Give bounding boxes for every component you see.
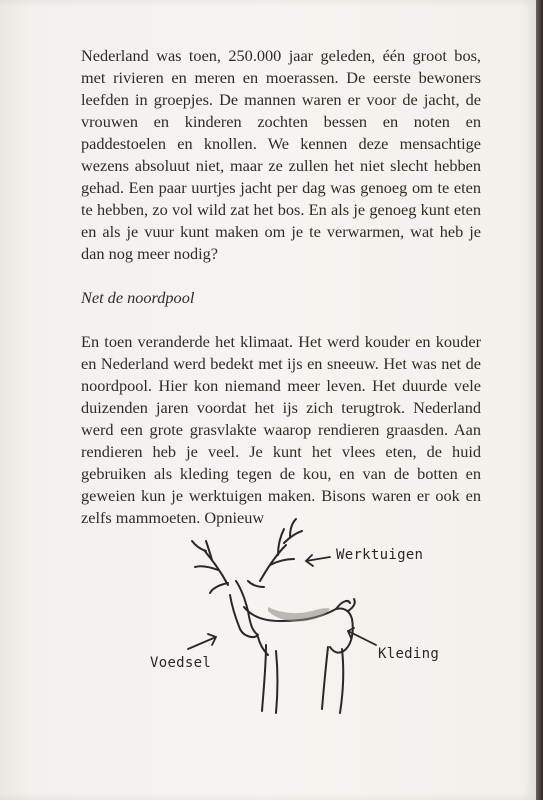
label-clothing: Kleding: [378, 646, 440, 662]
arrow-tools: [306, 555, 330, 566]
book-edge: [536, 0, 543, 800]
paragraph-climate: En toen veranderde het klimaat. Het werd kouder en kouder en Nederland werd bedekt met ijs en sneeuw. Het was net de noordpool. Hier kon niemand meer leven. Het duurde vele duizenden jaren voordat het ijs zich terugtrok. Nederland werd een grote grasvlakte waarop rendieren graasden. Aan rendieren heb je veel. Je kunt het vlees eten, de huid gebruiken als kleding tegen de kou, en van de botten en geweien kun je werktuigen maken. Bisons waren er ook en zelfs mammoeten. Opnieuw: [81, 332, 481, 527]
reindeer-body: [244, 601, 353, 655]
label-tools: Werktuigen: [336, 547, 424, 563]
left-antler: [192, 541, 228, 585]
label-food: Voedsel: [150, 655, 212, 671]
right-antler: [260, 519, 302, 581]
paragraph-intro: Nederland was toen, 250.000 jaar geleden, één groot bos, met rivieren en meren en moerassen. De eerste bewoners leefden in groepjes. De mannen waren er voor de jacht, de vrouwen en kinderen zochten bessen en noten en paddestoelen en knollen. We kennen deze mensachtige wezens absoluut niet, maar ze zullen het niet slecht hebben gehad. Een paar uurtjes jacht per dag was genoeg om te eten te hebben, zo vol wild zat het bos. En als je genoeg kunt eten en als je vuur kunt maken om je te verwarmen, wat heb je dan nog meer nodig?: [81, 46, 481, 263]
page-text: [81, 45, 481, 529]
section-heading: Net de noordpool: [81, 288, 195, 307]
reindeer-legs: [262, 645, 343, 713]
arrow-food: [188, 634, 216, 649]
reindeer-head: [210, 581, 264, 637]
